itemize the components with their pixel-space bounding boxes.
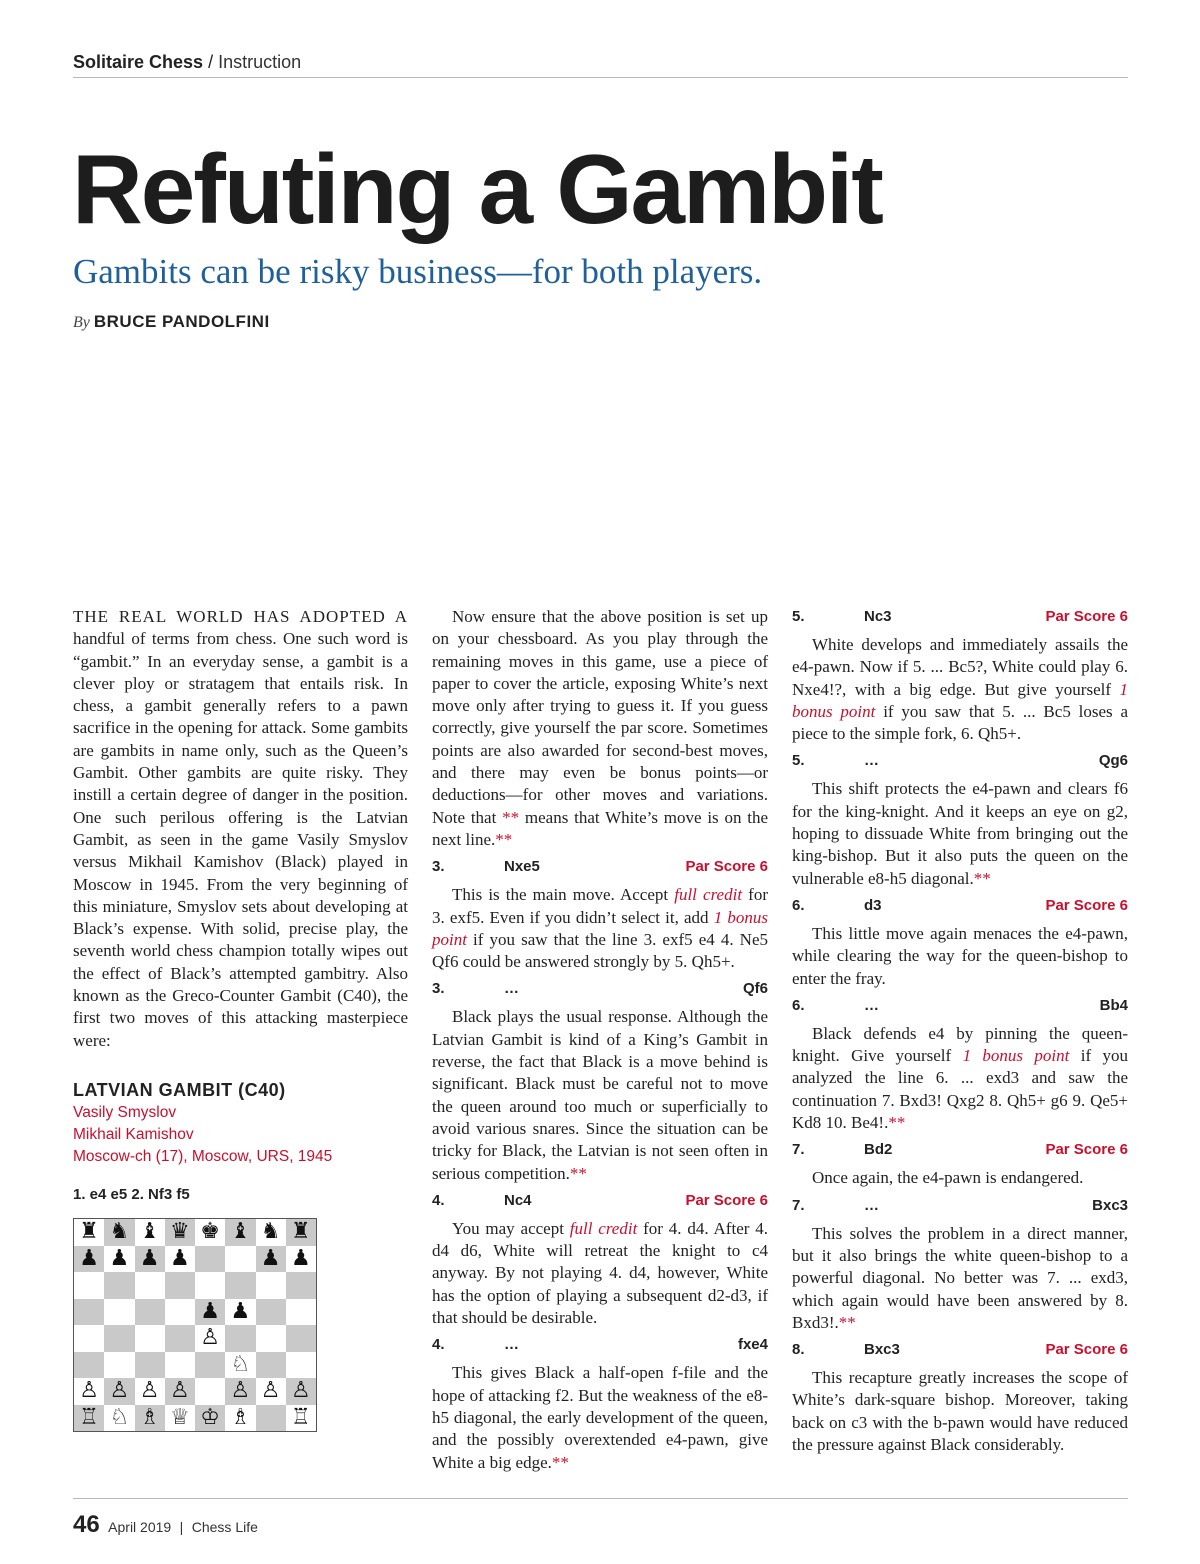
bonus-note: 1 bonus point bbox=[962, 1046, 1070, 1066]
paragraph bbox=[432, 606, 768, 851]
text-run: if you analyzed the line 6. ... exd3 and saw the continuation 7. Bxd3! Qxg2 8. Qh5+ g6 9. Qe5+ Kd8 10. Be4!. bbox=[792, 1046, 1129, 1133]
chess-piece-square: ♙ bbox=[165, 1378, 195, 1405]
board-square bbox=[256, 1325, 286, 1352]
par-score: Par Score 6 bbox=[685, 1191, 768, 1209]
text-run: White develops and immediately assails the e4-pawn. Now if 5. ... Bc5?, White could play 6. Nxe4!?, with a big edge. But give yourself bbox=[792, 635, 1128, 699]
asterisk-marker: ** bbox=[973, 868, 991, 888]
move-header bbox=[792, 995, 1128, 1017]
text-run: Now ensure that the above position is set up on your chessboard. As you play through the remaining moves in this game, use a piece of paper to cover the article, exposing White’s next move only after trying to guess it. If you guess correctly, give yourself the par score. Sometimes points are also awarded for second-best moves, and there may even be bonus points—or deductions—for other moves and variations. Note that bbox=[432, 607, 768, 827]
board-square bbox=[195, 1352, 225, 1379]
text-run: means that White’s move is on the next line. bbox=[432, 807, 768, 849]
header-subsection: Instruction bbox=[218, 52, 302, 72]
chess-piece-square: ♙ bbox=[225, 1378, 255, 1405]
text-run: Black defends e4 by pinning the queen-knight. Give yourself bbox=[792, 1023, 1128, 1066]
move-text: Qf6 bbox=[742, 980, 768, 998]
bonus-note: 1 bonus point bbox=[792, 679, 1128, 721]
move-header bbox=[792, 1339, 1128, 1361]
move-number: 6. bbox=[792, 996, 805, 1014]
move-text: Qg6 bbox=[1098, 752, 1128, 770]
move-number: 7. bbox=[792, 1141, 805, 1159]
par-score: Par Score 6 bbox=[1045, 1341, 1128, 1359]
board-square bbox=[104, 1272, 134, 1299]
intro-body: handful of terms from chess. One such word is “gambit.” In an everyday sense, a gambit is a clever ploy or stratagem that entails risk. In chess, a gambit generally refers to a pawn sacrifice in the opening for attack. Some gambits are gambits in name only, such as the Queen’s Gambit. Other gambits are quite risky. They instill a certain degree of danger in the position. One such perilous offering is the Latvian Gambit, as seen in the game Vasily Smyslov versus Mikhail Kamishov (Black) played in Moscow in 1945. From the very beginning of this miniature, Smyslov sets about developing at Black’s expense. With solid, precise play, the seventh world chess champion totally wipes out the effect of Black’s attempted gambitry. Also known as the Greco-Counter Gambit (C40), the first two moves of this attacking masterpiece were: bbox=[73, 629, 408, 1050]
move-ellipsis: … bbox=[504, 1336, 519, 1354]
board-square bbox=[286, 1299, 316, 1326]
chess-piece-square: ♚ bbox=[195, 1219, 225, 1246]
move-text: Bb4 bbox=[1099, 996, 1128, 1014]
move-header bbox=[792, 895, 1128, 917]
chess-piece-square: ♜ bbox=[286, 1219, 316, 1246]
move-ellipsis: … bbox=[504, 980, 519, 998]
chess-piece-square: ♙ bbox=[104, 1378, 134, 1405]
move-number: 4. bbox=[432, 1191, 445, 1209]
board-square bbox=[286, 1352, 316, 1379]
move-header bbox=[432, 1334, 768, 1356]
text-run: if you saw that the line 3. exf5 e4 4. Ne5 Qf6 could be answered strongly by 5. Qh5+. bbox=[432, 929, 768, 972]
move-header bbox=[792, 1139, 1128, 1161]
game-event: Moscow-ch (17), Moscow, URS, 1945 bbox=[73, 1147, 333, 1165]
chess-piece-square: ♔ bbox=[195, 1405, 225, 1432]
text-run: for 3. exf5. Even if you didn’t select it, add bbox=[432, 885, 768, 927]
text-run: You may accept bbox=[452, 1218, 570, 1238]
board-square bbox=[165, 1299, 195, 1326]
running-header bbox=[73, 52, 1128, 78]
board-square bbox=[195, 1272, 225, 1299]
column-2 bbox=[432, 606, 768, 1474]
par-score: Par Score 6 bbox=[1045, 608, 1128, 625]
magazine-name: Chess Life bbox=[191, 1519, 258, 1535]
move-header bbox=[792, 750, 1128, 772]
chess-piece-square: ♗ bbox=[135, 1405, 165, 1432]
asterisk-marker: ** bbox=[888, 1113, 906, 1133]
paragraph bbox=[792, 634, 1128, 745]
board-square bbox=[135, 1299, 165, 1326]
board-square bbox=[256, 1272, 286, 1299]
par-score: Par Score 6 bbox=[1045, 896, 1128, 914]
asterisk-marker: ** bbox=[502, 807, 520, 827]
chess-piece-square: ♖ bbox=[74, 1405, 104, 1432]
move-text: Bxc3 bbox=[1092, 1196, 1128, 1214]
chess-piece-square: ♙ bbox=[74, 1378, 104, 1405]
board-square bbox=[104, 1325, 134, 1352]
asterisk-marker: ** bbox=[838, 1312, 856, 1332]
chess-piece-square: ♞ bbox=[256, 1219, 286, 1246]
board-square bbox=[165, 1272, 195, 1299]
board-square bbox=[256, 1352, 286, 1379]
move-number: 6. bbox=[792, 896, 805, 914]
board-square bbox=[165, 1325, 195, 1352]
board-square bbox=[74, 1299, 104, 1326]
intro-paragraph bbox=[73, 606, 408, 1052]
chess-piece-square: ♙ bbox=[286, 1378, 316, 1405]
asterisk-marker: ** bbox=[551, 1452, 569, 1472]
byline-author: BRUCE PANDOLFINI bbox=[93, 312, 270, 331]
board-square bbox=[104, 1352, 134, 1379]
move-number: 8. bbox=[792, 1341, 805, 1359]
board-square bbox=[135, 1272, 165, 1299]
board-square bbox=[256, 1299, 286, 1326]
bonus-note: 1 bonus point bbox=[432, 907, 768, 949]
move-text: d3 bbox=[864, 896, 882, 914]
paragraph bbox=[432, 1218, 768, 1329]
board-square bbox=[225, 1272, 255, 1299]
board-square bbox=[195, 1246, 225, 1273]
text-run: This gives Black a half-open f-file and the hope of attacking f2. But the weakness of the e8-h5 diagonal, the early development of the queen, and the possibly overextended e4-pawn, give White a big edge. bbox=[432, 1363, 768, 1472]
text-run: Black plays the usual response. Although the Latvian Gambit is kind of a King’s Gambit in reverse, the fact that Black is a move behind is significant. Black must be careful not to move the queen around too much or superficially to avoid various snares. Since the situation can be tricky for Black, the Latvian is not seen often in serious competition. bbox=[432, 1007, 768, 1183]
board-square bbox=[74, 1272, 104, 1299]
board-square bbox=[225, 1246, 255, 1273]
text-run: This shift protects the e4-pawn and clears f6 for the king-knight. And it keeps an eye on g2, hoping to dissuade White from bringing out the king-bishop. But it also puts the queen on the vulnerable e8-h5 diagonal. bbox=[792, 779, 1128, 888]
chess-piece-square: ♟ bbox=[256, 1246, 286, 1273]
page-number: 46 bbox=[73, 1511, 100, 1538]
board-square bbox=[74, 1325, 104, 1352]
move-number: 3. bbox=[432, 858, 445, 876]
paragraph: This little move again menaces the e4-pawn, while clearing the way for the queen-bishop to enter the fray. bbox=[792, 923, 1128, 988]
move-number: 7. bbox=[792, 1196, 805, 1214]
byline bbox=[73, 312, 270, 332]
chess-piece-square: ♟ bbox=[74, 1246, 104, 1273]
text-run: This solves the problem in a direct manner, but it also brings the white queen-bishop to a powerful diagonal. No better was 7. ... exd3, which again would have been answered by 8. Bxd3!. bbox=[792, 1223, 1128, 1332]
move-ellipsis: … bbox=[864, 996, 879, 1014]
move-number: 3. bbox=[432, 980, 445, 998]
chess-piece-square: ♟ bbox=[195, 1299, 225, 1326]
move-text: Nxe5 bbox=[504, 858, 540, 876]
move-text: Bd2 bbox=[864, 1141, 893, 1159]
board-square bbox=[104, 1299, 134, 1326]
chess-piece-square: ♙ bbox=[195, 1325, 225, 1352]
paragraph: This recapture greatly increases the scope of White’s dark-square bishop. Moreover, taking back on c3 with the b-pawn would have reduced the pressure against Black considerably. bbox=[792, 1368, 1128, 1455]
intro-lead: THE REAL WORLD HAS ADOPTED A bbox=[73, 607, 408, 626]
move-number: 4. bbox=[432, 1336, 445, 1354]
board-square bbox=[225, 1325, 255, 1352]
board-square bbox=[74, 1352, 104, 1379]
white-player: Vasily Smyslov bbox=[73, 1103, 177, 1121]
asterisk-marker: ** bbox=[495, 829, 513, 849]
chess-piece-square: ♟ bbox=[165, 1246, 195, 1273]
move-number: 5. bbox=[792, 608, 805, 625]
board-square bbox=[135, 1325, 165, 1352]
paragraph bbox=[792, 1023, 1128, 1134]
text-run: if you saw that 5. ... Bc5 loses a piece to the simple fork, 6. Qh5+. bbox=[792, 701, 1129, 744]
chess-piece-square: ♝ bbox=[225, 1219, 255, 1246]
opening-moves: 1. e4 e5 2. Nf3 f5 bbox=[73, 1185, 190, 1203]
credit-note: full credit bbox=[569, 1218, 638, 1238]
chess-piece-square: ♗ bbox=[225, 1405, 255, 1432]
chess-piece-square: ♝ bbox=[135, 1219, 165, 1246]
footer-separator: | bbox=[179, 1519, 184, 1535]
chess-diagram bbox=[73, 1218, 317, 1432]
game-title: LATVIAN GAMBIT (C40) bbox=[73, 1079, 286, 1100]
move-ellipsis: … bbox=[864, 1196, 879, 1214]
board-square bbox=[256, 1405, 286, 1432]
column-1 bbox=[73, 606, 408, 1432]
header-section: Solitaire Chess bbox=[73, 52, 204, 72]
move-text: Nc3 bbox=[864, 608, 892, 625]
paragraph: Once again, the e4-pawn is endangered. bbox=[812, 1168, 1084, 1188]
paragraph bbox=[792, 1223, 1128, 1334]
paragraph bbox=[432, 884, 768, 973]
board-square bbox=[165, 1352, 195, 1379]
chess-piece-square: ♘ bbox=[104, 1405, 134, 1432]
move-text: fxe4 bbox=[737, 1336, 768, 1354]
move-ellipsis: … bbox=[864, 752, 879, 770]
board-square bbox=[286, 1325, 316, 1352]
par-score: Par Score 6 bbox=[685, 858, 768, 876]
move-header bbox=[432, 1190, 768, 1212]
byline-by: By bbox=[73, 314, 90, 331]
chess-piece-square: ♖ bbox=[286, 1405, 316, 1432]
header-slash: / bbox=[203, 52, 219, 72]
move-header bbox=[432, 978, 768, 1000]
chess-piece-square: ♞ bbox=[104, 1219, 134, 1246]
move-header bbox=[432, 856, 768, 878]
move-header bbox=[792, 1195, 1128, 1217]
chess-piece-square: ♛ bbox=[165, 1219, 195, 1246]
move-header bbox=[792, 606, 1128, 628]
board-square bbox=[135, 1352, 165, 1379]
credit-note: full credit bbox=[674, 885, 743, 905]
page-footer bbox=[73, 1498, 1128, 1539]
chess-piece-square: ♜ bbox=[74, 1219, 104, 1246]
chess-piece-square: ♟ bbox=[225, 1299, 255, 1326]
chess-piece-square: ♙ bbox=[256, 1378, 286, 1405]
chess-piece-square: ♟ bbox=[104, 1246, 134, 1273]
issue-date: April 2019 bbox=[108, 1519, 172, 1535]
board-square bbox=[195, 1378, 225, 1405]
chess-piece-square: ♕ bbox=[165, 1405, 195, 1432]
paragraph bbox=[792, 778, 1128, 889]
paragraph bbox=[432, 1362, 768, 1473]
column-3 bbox=[792, 606, 1128, 1456]
paragraph bbox=[432, 1006, 768, 1184]
par-score: Par Score 6 bbox=[1045, 1141, 1128, 1159]
article-subtitle: Gambits can be risky business—for both players. bbox=[73, 252, 763, 291]
text-run: This is the main move. Accept bbox=[452, 885, 675, 905]
black-player: Mikhail Kamishov bbox=[73, 1125, 194, 1143]
article-title: Refuting a Gambit bbox=[72, 134, 882, 244]
chess-piece-square: ♘ bbox=[225, 1352, 255, 1379]
asterisk-marker: ** bbox=[569, 1163, 587, 1183]
text-run: for 4. d4. After 4. d4 d6, White will retreat the knight to c4 anyway. By not playing 4. d4, however, White has the option of playing a subsequent d2-d3, if that should be desirable. bbox=[432, 1218, 768, 1328]
chess-piece-square: ♙ bbox=[135, 1378, 165, 1405]
move-text: Nc4 bbox=[504, 1191, 532, 1209]
board-square bbox=[286, 1272, 316, 1299]
chess-piece-square: ♟ bbox=[135, 1246, 165, 1273]
move-number: 5. bbox=[792, 752, 805, 770]
chess-piece-square: ♟ bbox=[286, 1246, 316, 1273]
move-text: Bxc3 bbox=[864, 1341, 900, 1359]
